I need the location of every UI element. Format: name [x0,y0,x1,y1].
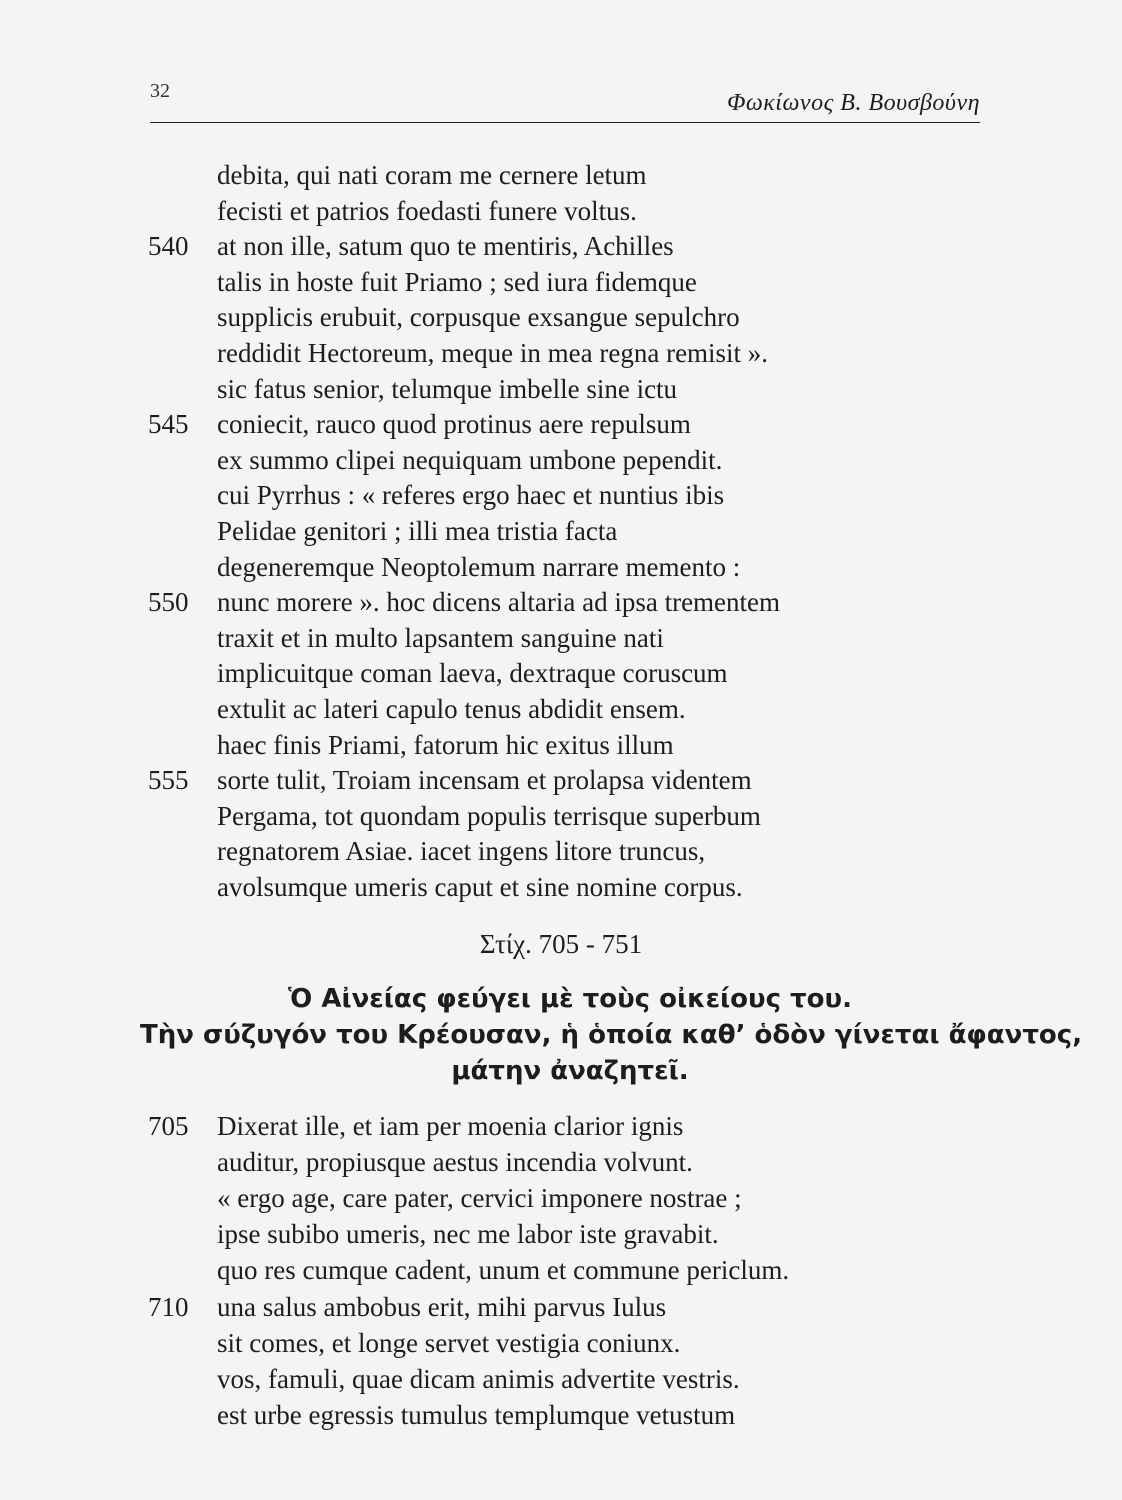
verse-text: debita, qui nati coram me cernere letum [217,160,647,190]
verse-line [0,1216,1122,1252]
verse-line [0,335,1122,371]
line-number: 705 [148,1111,189,1141]
verse-line [0,1144,1122,1180]
verse-line [0,1361,1122,1397]
verse-text: Pelidae genitori ; illi mea tristia facta [217,516,618,546]
page-header [150,80,980,120]
verse-line [0,1252,1122,1288]
verse-line [0,299,1122,335]
greek-heading-line: μάτην ἀναζητεῖ. [451,1056,689,1086]
verse-line [0,157,1122,193]
verse-line [0,1289,1122,1325]
verse-text: avolsumque umeris caput et sine nomine corpus. [217,872,743,902]
page-number: 32 [150,80,170,102]
verse-line [0,371,1122,407]
header-rule [150,122,980,123]
verse-text: quo res cumque cadent, unum et commune periclum. [217,1255,790,1286]
running-head-author: Φωκίωνος Β. Βουσβούνη [727,90,980,116]
verse-line [0,1397,1122,1433]
verse-line [0,477,1122,513]
verse-text: Pergama, tot quondam populis terrisque superbum [217,800,761,831]
line-number: 545 [148,409,189,440]
verse-text: implicuitque coman laeva, dextraque coruscum [217,658,728,689]
verse-line [0,762,1122,798]
greek-heading-line: Ὁ Αἰνείας φεύγει μὲ τοὺς οἰκείους του. [288,984,852,1014]
verse-line [0,691,1122,727]
verse-text: sit comes, et longe servet vestigia coniunx. [217,1327,681,1358]
verse-text: degeneremque Neoptolemum narrare memento : [217,551,741,582]
verse-text: ex summo clipei nequiquam umbone pependit. [217,444,723,475]
verse-text: reddidit Hectoreum, meque in mea regna remisit ». [217,338,769,368]
verse-text: traxit et in multo lapsantem sanguine nati [217,622,664,653]
greek-heading-line: Τὴν σύζυγόν του Κρέουσαν, ἡ ὁποία καθ’ ὁδὸν γίνεται ἄφαντος, [140,1020,1083,1050]
verse-line [0,513,1122,549]
verse-text: auditur, propiusque aestus incendia volvunt. [217,1147,693,1178]
verse-text: at non ille, satum quo te mentiris, Achilles [217,231,674,262]
line-number: 710 [148,1291,189,1322]
verse-text: cui Pyrrhus : « referes ergo haec et nuntius ibis [217,480,725,511]
verse-text: haec finis Priami, fatorum hic exitus illum [217,729,674,760]
verse-line [0,655,1122,691]
verse-text: regnatorem Asiae. iacet ingens litore truncus, [217,836,706,867]
verse-line [0,193,1122,229]
verse-line [0,869,1122,905]
verse-line [0,798,1122,834]
verse-line [0,228,1122,264]
verse-text: supplicis erubuit, corpusque exsangue sepulchro [217,302,740,333]
verse-text: una salus ambobus erit, mihi parvus Iulus [217,1291,667,1322]
verse-text: nunc morere ». hoc dicens altaria ad ipsa trementem [217,587,781,618]
verse-line [0,833,1122,869]
verse-line [0,1325,1122,1361]
verse-line [0,727,1122,763]
line-number: 550 [148,587,189,618]
verse-text: sic fatus senior, telumque imbelle sine ictu [217,373,678,404]
verse-text: est urbe egressis tumulus templumque vetustum [217,1399,736,1430]
verse-line [0,620,1122,656]
verse-text: coniecit, rauco quod protinus aere repulsum [217,409,691,440]
verse-line [0,1180,1122,1216]
verse-line [0,584,1122,620]
verse-text: sorte tulit, Troiam incensam et prolapsa videntem [217,765,752,796]
verse-text: talis in hoste fuit Priamo ; sed iura fidemque [217,266,697,297]
verse-line [0,442,1122,478]
verse-line [0,264,1122,300]
line-number: 555 [148,765,189,796]
verse-line [0,549,1122,585]
verse-text: Dixerat ille, et iam per moenia clarior ignis [217,1111,684,1141]
verse-text: vos, famuli, quae dicam animis advertite vestris. [217,1363,740,1394]
verse-line [0,1108,1122,1144]
verse-text: ipse subibo umeris, nec me labor iste gravabit. [217,1219,719,1250]
verse-text: « ergo age, care pater, cervici imponere nostrae ; [217,1183,742,1214]
line-number: 540 [148,231,189,262]
verse-text: extulit ac lateri capulo tenus abdidit ensem. [217,694,686,724]
section-label: Στίχ. 705 - 751 [479,929,643,959]
verse-text: fecisti et patrios foedasti funere voltus. [217,195,637,226]
verse-line [0,406,1122,442]
